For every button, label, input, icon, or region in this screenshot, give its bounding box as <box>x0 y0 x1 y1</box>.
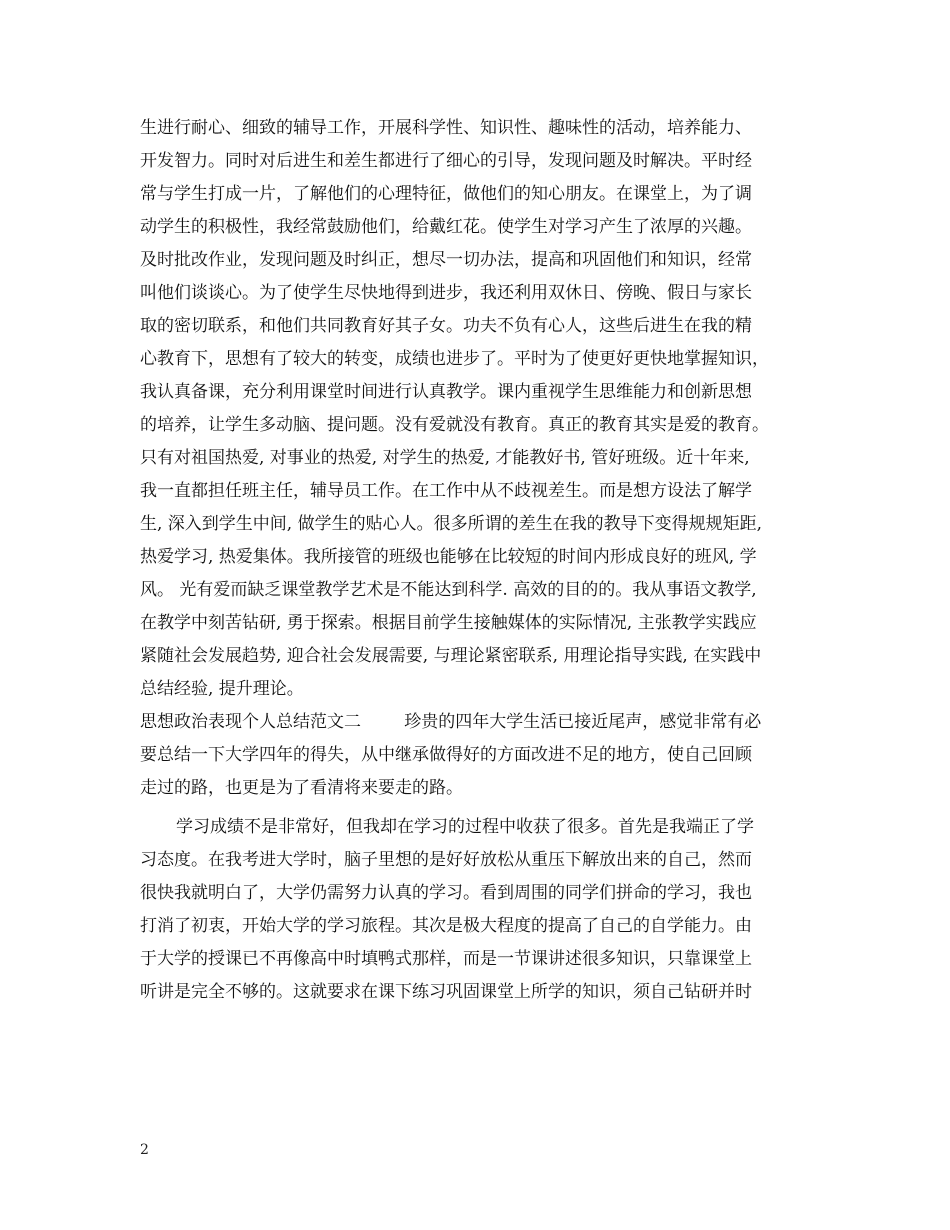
text-line: 动学生的积极性，我经常鼓励他们，给戴红花。使学生对学习产生了浓厚的兴趣。 <box>140 217 752 237</box>
body-text <box>140 112 816 1009</box>
text-line: 总结经验, 提升理论。 <box>140 679 304 699</box>
page-number: 2 <box>140 1142 149 1158</box>
paragraph-first-line: 学习成绩不是非常好，但我却在学习的过程中收获了很多。首先是我端正了学 <box>176 817 754 837</box>
text-line: 热爱学习, 热爱集体。我所接管的班级也能够在比较短的时间内形成良好的班风, 学 <box>140 547 757 567</box>
text-line: 生进行耐心、细致的辅导工作，开展科学性、知识性、趣味性的活动，培养能力、 <box>140 118 752 138</box>
text-line: 开发智力。同时对后进生和差生都进行了细心的引导，发现问题及时解决。平时经 <box>140 151 752 171</box>
text-line: 很快我就明白了，大学仍需努力认真的学习。看到周围的同学们拼命的学习，我也 <box>140 883 752 903</box>
text-line: 风。 光有爱而缺乏课堂教学艺术是不能达到科学. 高效的目的的。我从事语文教学, <box>140 580 757 600</box>
text-line: 我认真备课，充分利用课堂时间进行认真教学。课内重视学生思维能力和创新思想 <box>140 382 752 402</box>
text-line: 叫他们谈谈心。为了使学生尽快地得到进步，我还利用双休日、傍晚、假日与家长 <box>140 283 752 303</box>
text-line: 听讲是完全不够的。这就要求在课下练习巩固课堂上所学的知识，须自己钻研并时 <box>140 982 752 1002</box>
text-line: 生, 深入到学生中间, 做学生的贴心人。很多所谓的差生在我的教导下变得规规矩距, <box>140 514 763 534</box>
text-line: 及时批改作业，发现问题及时纠正，想尽一切办法，提高和巩固他们和知识，经常 <box>140 250 752 270</box>
text-line: 我一直都担任班主任，辅导员工作。在工作中从不歧视差生。而是想方设法了解学 <box>140 481 752 501</box>
section-heading-line: 思想政治表现个人总结范文二 珍贵的四年大学生活已接近尾声，感觉非常有必 <box>140 712 762 732</box>
text-line: 只有对祖国热爱, 对事业的热爱, 对学生的热爱, 才能教好书, 管好班级。近十年来, <box>140 448 750 468</box>
text-line: 打消了初衷，开始大学的学习旅程。其次是极大程度的提高了自己的自学能力。由 <box>140 916 752 936</box>
text-line: 心教育下，思想有了较大的转变，成绩也进步了。平时为了使更好更快地掌握知识， <box>140 349 769 369</box>
text-line: 在教学中刻苦钻研, 勇于探索。根据目前学生接触媒体的实际情况, 主张教学实践应 <box>140 613 757 633</box>
text-line: 于大学的授课已不再像高中时填鸭式那样，而是一节课讲述很多知识，只靠课堂上 <box>140 949 752 969</box>
text-line: 的培养，让学生多动脑、提问题。没有爱就没有教育。真正的教育其实是爱的教育。 <box>140 415 769 435</box>
text-line: 习态度。在我考进大学时，脑子里想的是好好放松从重压下解放出来的自己，然而 <box>140 850 752 870</box>
text-line: 紧随社会发展趋势, 迎合社会发展需要, 与理论紧密联系, 用理论指导实践, 在实践中 <box>140 646 762 666</box>
text-line: 走过的路，也更是为了看清将来要走的路。 <box>140 778 463 798</box>
text-line: 取的密切联系，和他们共同教育好其子女。功夫不负有心人，这些后进生在我的精 <box>140 316 752 336</box>
text-line: 要总结一下大学四年的得失，从中继承做得好的方面改进不足的地方，使自己回顾 <box>140 745 752 765</box>
text-line: 常与学生打成一片，了解他们的心理特征，做他们的知心朋友。在课堂上，为了调 <box>140 184 752 204</box>
